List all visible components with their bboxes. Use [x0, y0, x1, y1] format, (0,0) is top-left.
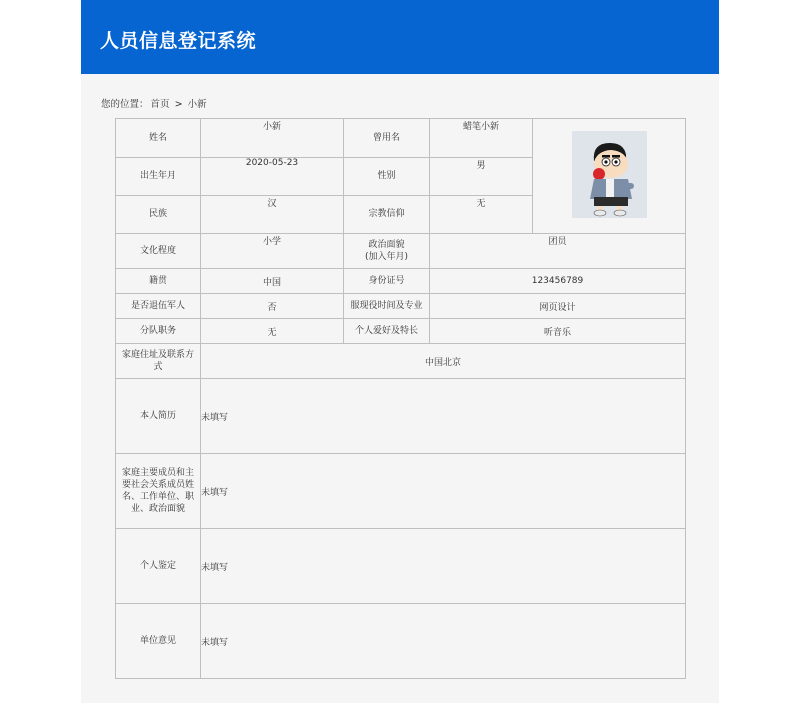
appraisal-value: 未填写 — [201, 529, 686, 604]
origin-value: 中国 — [201, 269, 344, 294]
former-name-value: 蜡笔小新 — [430, 119, 533, 158]
origin-label: 籍贯 — [116, 269, 201, 294]
address-label-line: 家庭住址及联系方 — [121, 349, 194, 360]
ethnicity-label: 民族 — [116, 196, 201, 234]
app-header — [81, 0, 719, 74]
name-label: 姓名 — [116, 119, 201, 158]
education-label: 文化程度 — [116, 234, 201, 269]
political-label — [344, 234, 430, 269]
service-value: 网页设计 — [430, 294, 686, 319]
cartoon-boy-icon — [572, 131, 647, 218]
photo-cell — [533, 119, 686, 234]
political-value: 团员 — [430, 234, 686, 269]
political-label-line: 政治面貌 — [368, 239, 405, 250]
table-row — [116, 319, 686, 344]
family-label — [116, 454, 201, 529]
hobby-label: 个人爱好及特长 — [344, 319, 430, 344]
position-label: 分队职务 — [116, 319, 201, 344]
address-value: 中国北京 — [201, 344, 686, 379]
religion-label: 宗教信仰 — [344, 196, 430, 234]
breadcrumb-separator: > — [174, 99, 183, 110]
breadcrumb — [101, 96, 209, 110]
table-row — [116, 529, 686, 604]
birth-label: 出生年月 — [116, 158, 201, 196]
app-title: 人员信息登记系统 — [100, 30, 257, 52]
table-row — [116, 604, 686, 679]
birth-value: 2020-05-23 — [201, 158, 344, 196]
veteran-label: 是否退伍军人 — [116, 294, 201, 319]
religion-value: 无 — [430, 196, 533, 234]
ethnicity-value: 汉 — [201, 196, 344, 234]
family-label-line: 业、政治面貌 — [130, 504, 185, 515]
former-name-label: 曾用名 — [344, 119, 430, 158]
hobby-value: 听音乐 — [430, 319, 686, 344]
resume-label: 本人简历 — [116, 379, 201, 454]
id-label: 身份证号 — [344, 269, 430, 294]
address-label-line: 式 — [153, 362, 163, 372]
service-label: 服现役时间及专业 — [344, 294, 430, 319]
table-row — [116, 454, 686, 529]
family-value: 未填写 — [201, 454, 686, 529]
gender-value: 男 — [430, 158, 533, 196]
name-value: 小新 — [201, 119, 344, 158]
address-label — [116, 344, 201, 379]
position-value: 无 — [201, 319, 344, 344]
family-label-line: 名、工作单位、职 — [121, 492, 194, 502]
breadcrumb-current: 小新 — [187, 99, 207, 110]
veteran-value: 否 — [201, 294, 344, 319]
political-label-line: (加入年月) — [364, 252, 409, 262]
breadcrumb-home-link[interactable]: 首页 — [150, 99, 170, 110]
family-label-line: 要社会关系成员姓 — [121, 479, 194, 490]
appraisal-label: 个人鉴定 — [116, 529, 201, 604]
resume-value: 未填写 — [201, 379, 686, 454]
id-value: 123456789 — [430, 269, 686, 294]
gender-label: 性别 — [344, 158, 430, 196]
breadcrumb-prefix: 您的位置： — [101, 99, 149, 110]
personnel-info-table — [115, 118, 686, 679]
table-row — [116, 119, 686, 158]
family-label-line: 家庭主要成员和主 — [121, 467, 194, 478]
opinion-value: 未填写 — [201, 604, 686, 679]
education-value: 小学 — [201, 234, 344, 269]
table-row — [116, 269, 686, 294]
table-row — [116, 344, 686, 379]
table-row — [116, 294, 686, 319]
avatar — [572, 131, 647, 218]
table-row — [116, 379, 686, 454]
table-row — [116, 234, 686, 269]
opinion-label: 单位意见 — [116, 604, 201, 679]
